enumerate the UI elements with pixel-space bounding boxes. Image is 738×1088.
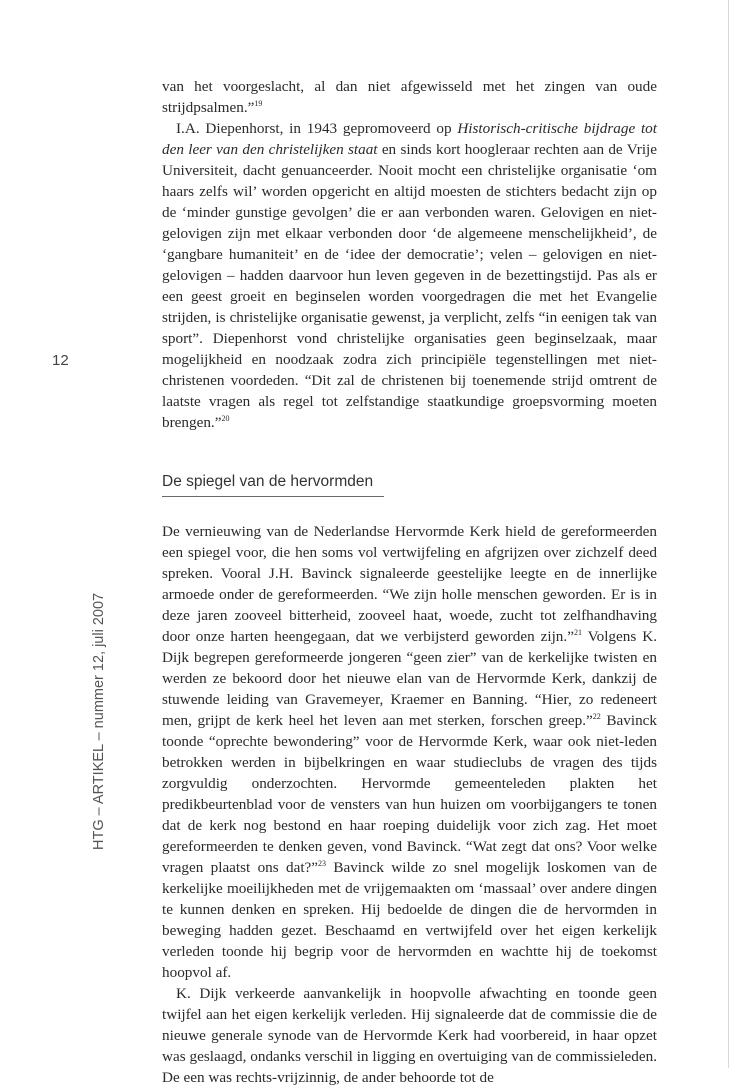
book-title: Historisch-critische bijdrage tot den leer van den christelijken staat (162, 120, 657, 158)
page-edge-line (728, 0, 729, 1068)
article-body (162, 76, 657, 1088)
paragraph: K. Dijk verkeerde aanvankelijk in hoopvolle afwachting en toonde geen twijfel aan het eigen kerkelijk verleden. Hij signaleerde dat de commissie die de nieuwe generale synode van de Hervormde Kerk had voorbereid, in haar opzet was geslaagd, ondanks verschil in ligging en overtuiging van de commissieleden. De een was rechts-vrijzinnig, de ander behoorde tot de (162, 985, 657, 1086)
footnote-ref[interactable]: 19 (254, 99, 263, 108)
paragraph: De vernieuwing van de Nederlandse Hervormde Kerk hield de gereformeerden een spiegel voor, die hen soms vol vertwijfeling en afgrijzen over zichzelf deed spreken. Vooral J.H. Bavinck signaleerde geestelijke leegte en de innerlijke armoede onder de gereformeerden. “We zijn holle menschen geworden. Er is in deze jaren zooveel bitterheid, zooveel haat, woede, zucht tot zelfhandhaving door onze harten heengegaan, dat we verbijsterd geworden zijn.”$^{21}$ Volgens K. Dijk begrepen gereformeerde jongeren “geen zier” van de kerkelijke twisten en werden ze bekoord door het nieuwe elan van de Hervormde Kerk, dankzij de stuwende leiding van Gravemeyer, Kraemer en Banning. “Hier, zo redeneert men, grijpt de kerk heel het leven aan met sterken, forschen greep.”$^{22}$ Bavinck toonde “oprechte bewondering” voor de Hervormde Kerk, waar ook niet-leden betrokken werden in bijbelkringen en waar studieclubs de vragen des tijds zorgvuldig onderzochten. Hervormde gemeenteleden plakten het predikbeurtenblad voor de vensters van hun huizen om voorbijgangers te tonen dat de kerk nog bestond en haar roeping duidelijk voor zich zag. Het moet gereformeerden te denken geven, vond Bavinck. “Wat zegt dat ons? Voor welke vragen plaatst ons dat?”$^{23}$ Bavinck wilde zo snel mogelijk loskomen van de kerkelijke moeilijkheden met de vrijgemaakten om ‘massaal’ over andere dingen te kunnen denken en spreken. Hij bedoelde de dingen die de hervormden in beweging hadden gezet. Beschaamd en vertwijfeld over het eigen kerkelijk verleden toonde hij begrip voor de hervormden en wachtte hij de toekomst hoopvol af. (162, 523, 657, 981)
section-heading: De spiegel van de hervormden (162, 471, 384, 497)
footnote-ref[interactable]: 23 (318, 859, 327, 868)
footnote-ref[interactable]: 21 (573, 628, 582, 637)
paragraph: van het voorgeslacht, al dan niet afgewisseld met het zingen van oude strijdpsalmen.”$^{19}$ (162, 78, 657, 116)
paragraph: I.A. Diepenhorst, in 1943 gepromoveerd op Historisch-critische bijdrage tot den leer van den christelijken staat en sinds kort hoogleraar rechten aan de Vrije Universiteit, dacht genuanceerder. Nooit mocht een christelijke organisatie ‘om haars zelfs wil’ worden opgericht en altijd moesten de stichters bedacht zijn op de ‘minder gunstige gevolgen’ die er aan verbonden waren. Gelovigen en niet-gelovigen zijn met elkaar verbonden door ‘de algemeene menschelijkheid’, de ‘gangbare humaniteit’ en de ‘idee der democratie’; velen – gelovigen en niet-gelovigen – hadden daarvoor hun leven gegeven in de bezettingstijd. Pas als er een geest groeit en beginselen worden voorgedragen die met het Evangelie strijden, is christelijke organisatie gewenst, ja verplicht, zelfs “in eenigen tak van sport”. Diepenhorst vond christelijke organisaties geen beginselzaak, maar mogelijkheid en noodzaak zodra zich principiële tegenstellingen met niet-christenen voordeden. “Dit zal de christenen bij toenemende strijd omtrent de laatste vragen als regel tot zelfstandige staatkundige groepsvorming moeten brengen.”$^{20}$ (162, 120, 657, 431)
footnote-ref[interactable]: 20 (221, 414, 230, 423)
running-head: HTG – ARTIKEL – nummer 12, juli 2007 (91, 592, 107, 850)
footnote-ref[interactable]: 22 (592, 712, 601, 721)
page-number: 12 (52, 352, 69, 369)
